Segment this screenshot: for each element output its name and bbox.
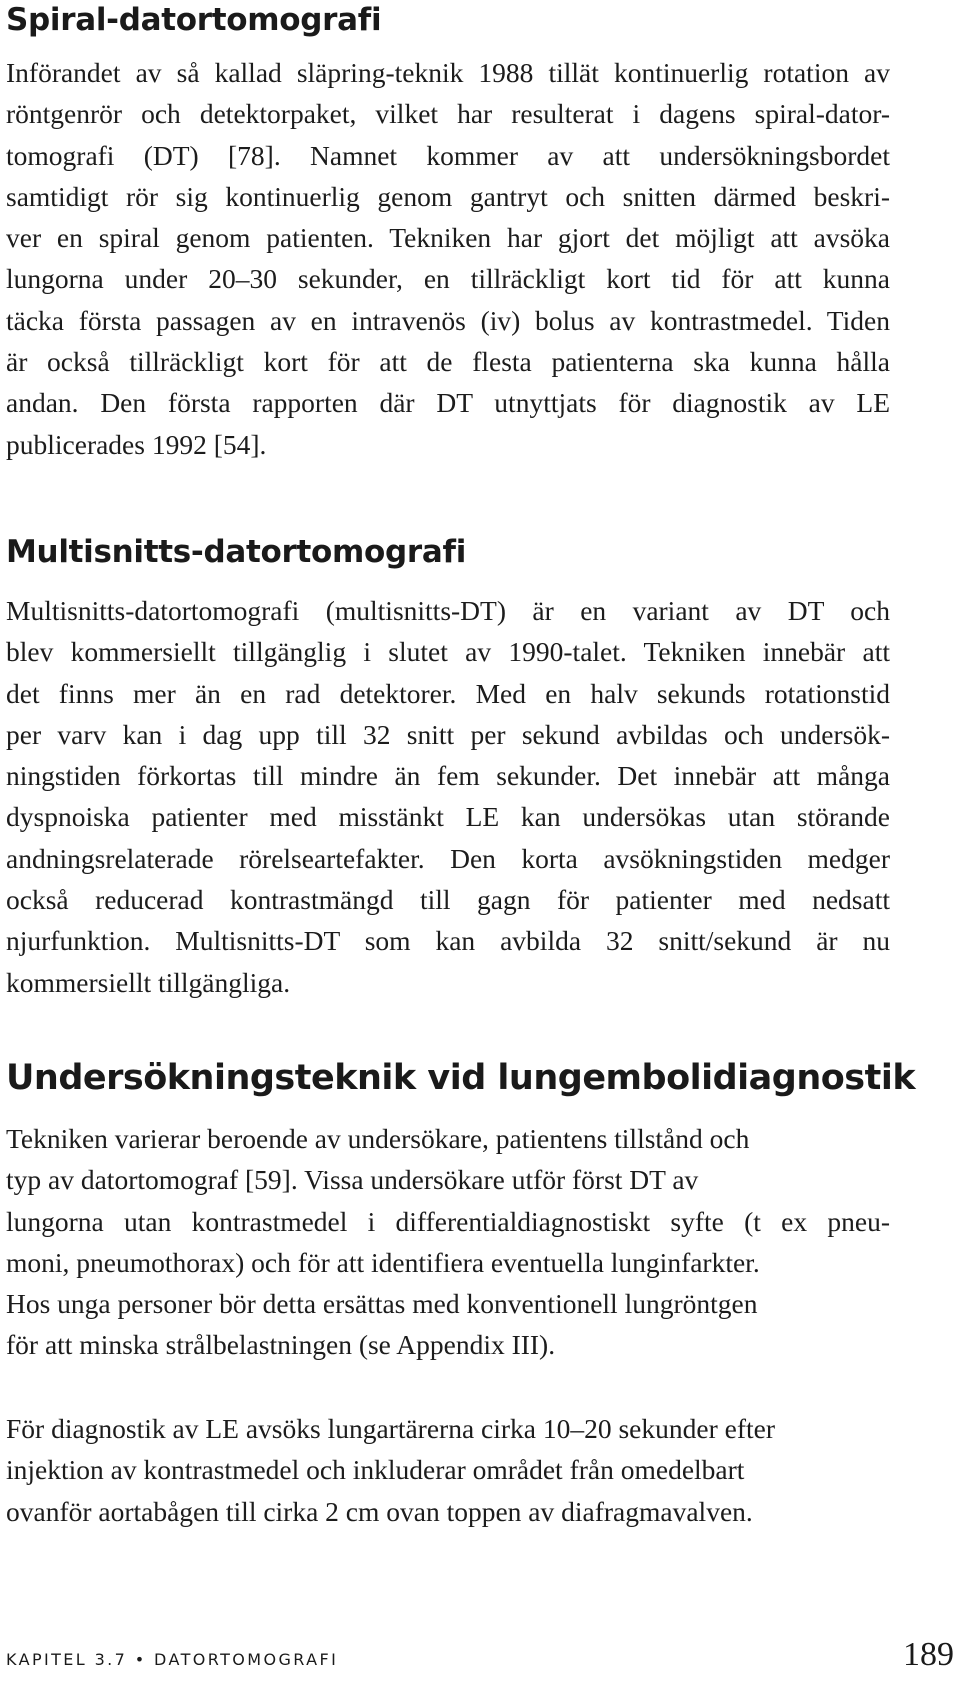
text-line: Multisnitts-datortomografi (multisnitts-DT) är en variant av DT och xyxy=(6,595,890,626)
text-line: också reducerad kontrastmängd till gagn för patienter med nedsatt xyxy=(6,884,890,916)
text-line: dyspnoiska patienter med misstänkt LE kan undersökas utan störande xyxy=(6,801,890,833)
text-line: kommersiellt tillgängliga. xyxy=(6,966,291,998)
text-line: Tekniken varierar beroende av undersökare, patientens tillstånd och xyxy=(6,1123,750,1154)
paragraph-multisnitts xyxy=(6,590,890,1003)
text-line: För diagnostik av LE avsöks lungartärerna cirka 10–20 sekunder efter xyxy=(6,1413,775,1444)
section-heading-multisnitts: Multisnitts-datortomografi xyxy=(6,534,467,570)
text-line: per varv kan i dag upp till 32 snitt per sekund avbildas och undersök- xyxy=(6,718,890,750)
text-line: lungorna under 20–30 sekunder, en tillräckligt kort tid för att kunna xyxy=(6,263,890,295)
text-line: Införandet av så kallad släpring-teknik 1988 tillät kontinuerlig rotation av xyxy=(6,57,890,88)
text-line: blev kommersiellt tillgänglig i slutet av 1990-talet. Tekniken innebär att xyxy=(6,636,890,668)
text-line: ovanför aortabågen till cirka 2 cm ovan toppen av diafragmavalven. xyxy=(6,1495,753,1527)
text-line: Hos unga personer bör detta ersättas med konventionell lungröntgen xyxy=(6,1288,758,1320)
paragraph-undersokningsteknik xyxy=(6,1118,890,1366)
text-line: typ av datortomograf [59]. Vissa undersökare utför först DT av xyxy=(6,1164,699,1196)
paragraph-diagnostik xyxy=(6,1408,890,1532)
text-line: andningsrelaterade rörelseartefakter. Den korta avsökningstiden medger xyxy=(6,842,890,874)
text-line: njurfunktion. Multisnitts-DT som kan avbilda 32 snitt/sekund är nu xyxy=(6,925,890,957)
text-line: är också tillräckligt kort för att de flesta patienterna ska kunna hålla xyxy=(6,346,890,378)
text-line: samtidigt rör sig kontinuerlig genom gantryt och snitten därmed beskri- xyxy=(6,180,890,212)
text-line: moni, pneumothorax) och för att identifiera eventuella lunginfarkter. xyxy=(6,1246,760,1278)
text-line: för att minska strålbelastningen (se Appendix III). xyxy=(6,1329,556,1361)
text-line: det finns mer än en rad detektorer. Med en halv sekunds rotationstid xyxy=(6,677,890,709)
text-line: täcka första passagen av en intravenös (iv) bolus av kontrastmedel. Tiden xyxy=(6,304,890,336)
text-line: andan. Den första rapporten där DT utnyttjats för diagnostik av LE xyxy=(6,387,890,419)
chapter-footer: KAPITEL 3.7 • DATORTOMOGRAFI xyxy=(6,1650,339,1669)
text-line: injektion av kontrastmedel och inkluderar området från omedelbart xyxy=(6,1454,745,1486)
section-heading-undersokningsteknik: Undersökningsteknik vid lungembolidiagnostik xyxy=(6,1058,916,1098)
text-line: ningstiden förkortas till mindre än fem sekunder. Det innebär att många xyxy=(6,760,890,792)
text-line: ver en spiral genom patienten. Tekniken har gjort det möjligt att avsöka xyxy=(6,222,890,254)
text-line: röntgenrör och detektorpaket, vilket har resulterat i dagens spiral-dator- xyxy=(6,98,890,130)
text-line: publicerades 1992 [54]. xyxy=(6,428,267,460)
section-heading-spiral: Spiral-datortomografi xyxy=(6,2,382,38)
page-number: 189 xyxy=(903,1636,954,1673)
text-line: lungorna utan kontrastmedel i differentialdiagnostiskt syfte (t ex pneu- xyxy=(6,1205,890,1237)
paragraph-spiral xyxy=(6,52,890,465)
text-line: tomografi (DT) [78]. Namnet kommer av att undersökningsbordet xyxy=(6,139,890,171)
